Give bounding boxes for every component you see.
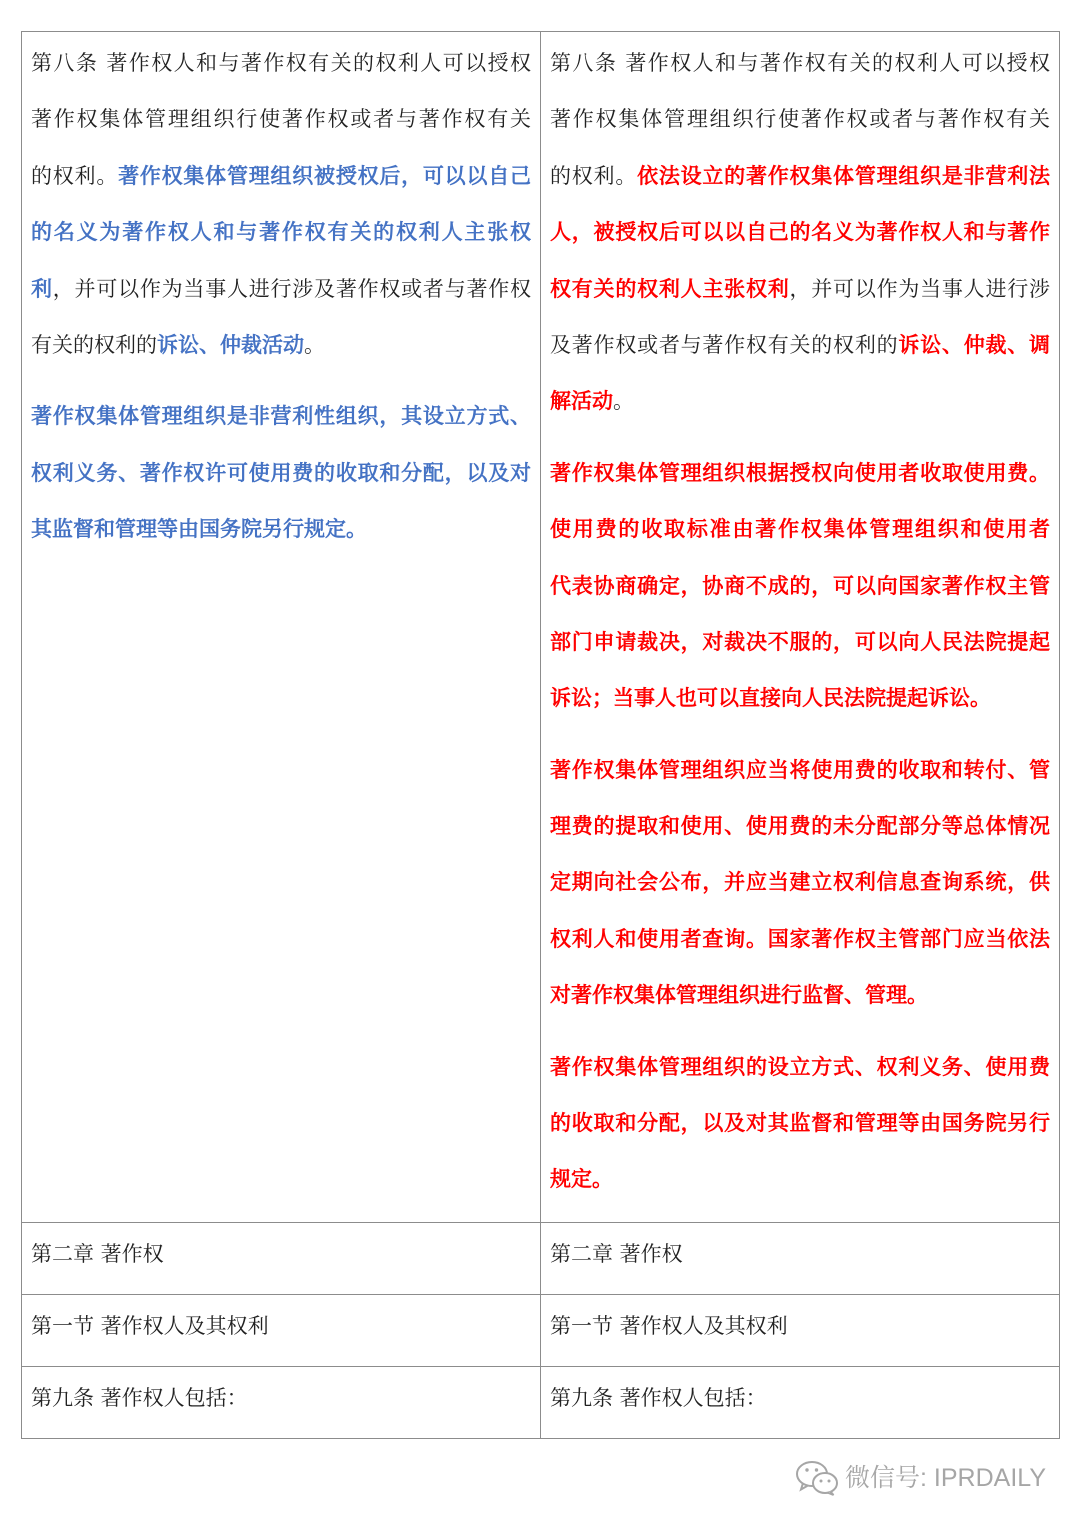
old-version-cell — [22, 1295, 541, 1367]
paragraph — [31, 1298, 531, 1354]
watermark — [795, 1458, 1046, 1498]
text-line — [550, 1151, 1050, 1207]
plain-text: 第八条 著作权人和与著作权有关的权利人可以授权 — [550, 51, 1050, 75]
text-line — [550, 1298, 1050, 1354]
text-line — [550, 204, 1050, 260]
plain-text: 。 — [613, 389, 634, 414]
old-version-cell — [22, 1223, 541, 1295]
text-line — [31, 261, 531, 317]
text-line — [550, 854, 1050, 910]
article-9-row — [22, 1367, 1060, 1439]
text-line — [31, 35, 531, 91]
plain-text: ，并可以作为当事人进行涉 — [789, 276, 1050, 301]
new-version-highlight-text: 著作权集体管理组织应当将使用费的收取和转付、管 — [550, 757, 1050, 782]
section-1-heading-row — [22, 1295, 1060, 1367]
chapter-2-heading-row — [22, 1223, 1060, 1295]
paragraph — [550, 1298, 1050, 1354]
new-version-highlight-text: 理费的提取和使用、使用费的未分配部分等总体情况 — [550, 814, 1050, 839]
new-version-highlight-text: 诉讼；当事人也可以直接向人民法院提起诉讼。 — [550, 686, 991, 711]
old-version-highlight-text: 权利义务、著作权许可使用费的收取和分配，以及对 — [31, 460, 531, 485]
text-line — [550, 967, 1050, 1023]
comparison-table — [21, 31, 1060, 1439]
paragraph — [550, 1226, 1050, 1282]
old-version-highlight-text: 的名义为著作权人和与著作权有关的权利人主张权 — [31, 220, 531, 245]
wechat-icon — [795, 1460, 839, 1496]
plain-text: 及著作权或者与著作权有关的权利的 — [550, 332, 899, 357]
text-line — [550, 614, 1050, 670]
new-version-highlight-text: 使用费的收取标准由著作权集体管理组织和使用者 — [550, 517, 1050, 542]
old-version-highlight-text: 其监督和管理等由国务院另行规定。 — [31, 517, 367, 542]
plain-text: 第二章 著作权 — [31, 1241, 164, 1266]
plain-text: 著作权集体管理组织行使著作权或者与著作权有关 — [31, 107, 531, 132]
paragraph — [31, 1370, 531, 1426]
new-version-highlight-text: 人，被授权后可以以自己的名义为著作权人和与著作 — [550, 220, 1050, 245]
text-line — [550, 798, 1050, 854]
text-line — [550, 501, 1050, 557]
old-version-highlight-text: 诉讼、仲裁活动 — [157, 332, 304, 357]
paragraph — [550, 742, 1050, 1024]
paragraph — [550, 1370, 1050, 1426]
text-line — [31, 501, 531, 557]
paragraph — [550, 35, 1050, 430]
new-version-highlight-text: 规定。 — [550, 1167, 613, 1192]
old-version-cell — [22, 32, 541, 1223]
text-line — [550, 742, 1050, 798]
text-line — [31, 1370, 531, 1426]
paragraph — [31, 35, 531, 373]
old-version-highlight-text: 著作权集体管理组织被授权后，可以以自己 — [118, 163, 532, 188]
text-line — [550, 1039, 1050, 1095]
new-version-cell — [541, 1295, 1060, 1367]
text-line — [550, 261, 1050, 317]
text-line — [550, 1095, 1050, 1151]
new-version-highlight-text: 定期向社会公布，并应当建立权利信息查询系统，供 — [550, 870, 1050, 895]
paragraph — [31, 1226, 531, 1282]
old-version-cell — [22, 1367, 541, 1439]
new-version-cell — [541, 1367, 1060, 1439]
new-version-cell — [541, 32, 1060, 1223]
plain-text: 的权利。 — [31, 163, 119, 188]
text-line — [31, 1226, 531, 1282]
text-line — [550, 317, 1050, 373]
text-line — [550, 670, 1050, 726]
paragraph — [31, 388, 531, 557]
plain-text: 著作权集体管理组织行使著作权或者与著作权有关 — [550, 107, 1050, 132]
plain-text: 第一节 著作权人及其权利 — [550, 1313, 788, 1338]
new-version-cell — [541, 1223, 1060, 1295]
new-version-highlight-text: 依法设立的著作权集体管理组织是非营利法 — [637, 163, 1051, 188]
text-line — [550, 373, 1050, 429]
plain-text: 。 — [304, 332, 325, 357]
text-line — [550, 35, 1050, 91]
plain-text: ，并可以作为当事人进行涉及著作权或者与著作权 — [52, 276, 532, 301]
old-version-highlight-text: 利 — [31, 276, 53, 301]
text-line — [31, 91, 531, 147]
paragraph — [550, 445, 1050, 727]
new-version-highlight-text: 诉讼、仲裁、调 — [898, 332, 1051, 357]
new-version-highlight-text: 对著作权集体管理组织进行监督、管理。 — [550, 983, 928, 1008]
old-version-highlight-text: 著作权集体管理组织是非营利性组织，其设立方式、 — [31, 404, 531, 429]
text-line — [550, 558, 1050, 614]
plain-text: 第九条 著作权人包括： — [550, 1385, 767, 1410]
text-line — [550, 911, 1050, 967]
plain-text: 有关的权利的 — [31, 332, 157, 357]
new-version-highlight-text: 权利人和使用者查询。国家著作权主管部门应当依法 — [550, 926, 1050, 951]
text-line — [550, 148, 1050, 204]
new-version-highlight-text: 权有关的权利人主张权利 — [550, 276, 790, 301]
new-version-highlight-text: 部门申请裁决，对裁决不服的，可以向人民法院提起 — [550, 629, 1050, 654]
paragraph — [550, 1039, 1050, 1208]
new-version-highlight-text: 的收取和分配，以及对其监督和管理等由国务院另行 — [550, 1111, 1050, 1136]
text-line — [31, 148, 531, 204]
new-version-highlight-text: 解活动 — [550, 389, 613, 414]
plain-text: 第八条 著作权人和与著作权有关的权利人可以授权 — [31, 51, 531, 75]
text-line — [550, 1226, 1050, 1282]
text-line — [31, 204, 531, 260]
plain-text: 第九条 著作权人包括： — [31, 1385, 248, 1410]
plain-text: 第二章 著作权 — [550, 1241, 683, 1266]
text-line — [550, 1370, 1050, 1426]
text-line — [31, 388, 531, 444]
plain-text: 的权利。 — [550, 163, 638, 188]
text-line — [550, 445, 1050, 501]
new-version-highlight-text: 著作权集体管理组织的设立方式、权利义务、使用费 — [550, 1054, 1050, 1079]
watermark-text: 微信号: IPRDAILY — [845, 1464, 1046, 1492]
new-version-highlight-text: 著作权集体管理组织根据授权向使用者收取使用费。 — [550, 460, 1050, 485]
article-8-row — [22, 32, 1060, 1223]
text-line — [31, 1298, 531, 1354]
text-line — [31, 317, 531, 373]
new-version-highlight-text: 代表协商确定，协商不成的，可以向国家著作权主管 — [550, 573, 1050, 598]
plain-text: 第一节 著作权人及其权利 — [31, 1313, 269, 1338]
text-line — [31, 445, 531, 501]
text-line — [550, 91, 1050, 147]
